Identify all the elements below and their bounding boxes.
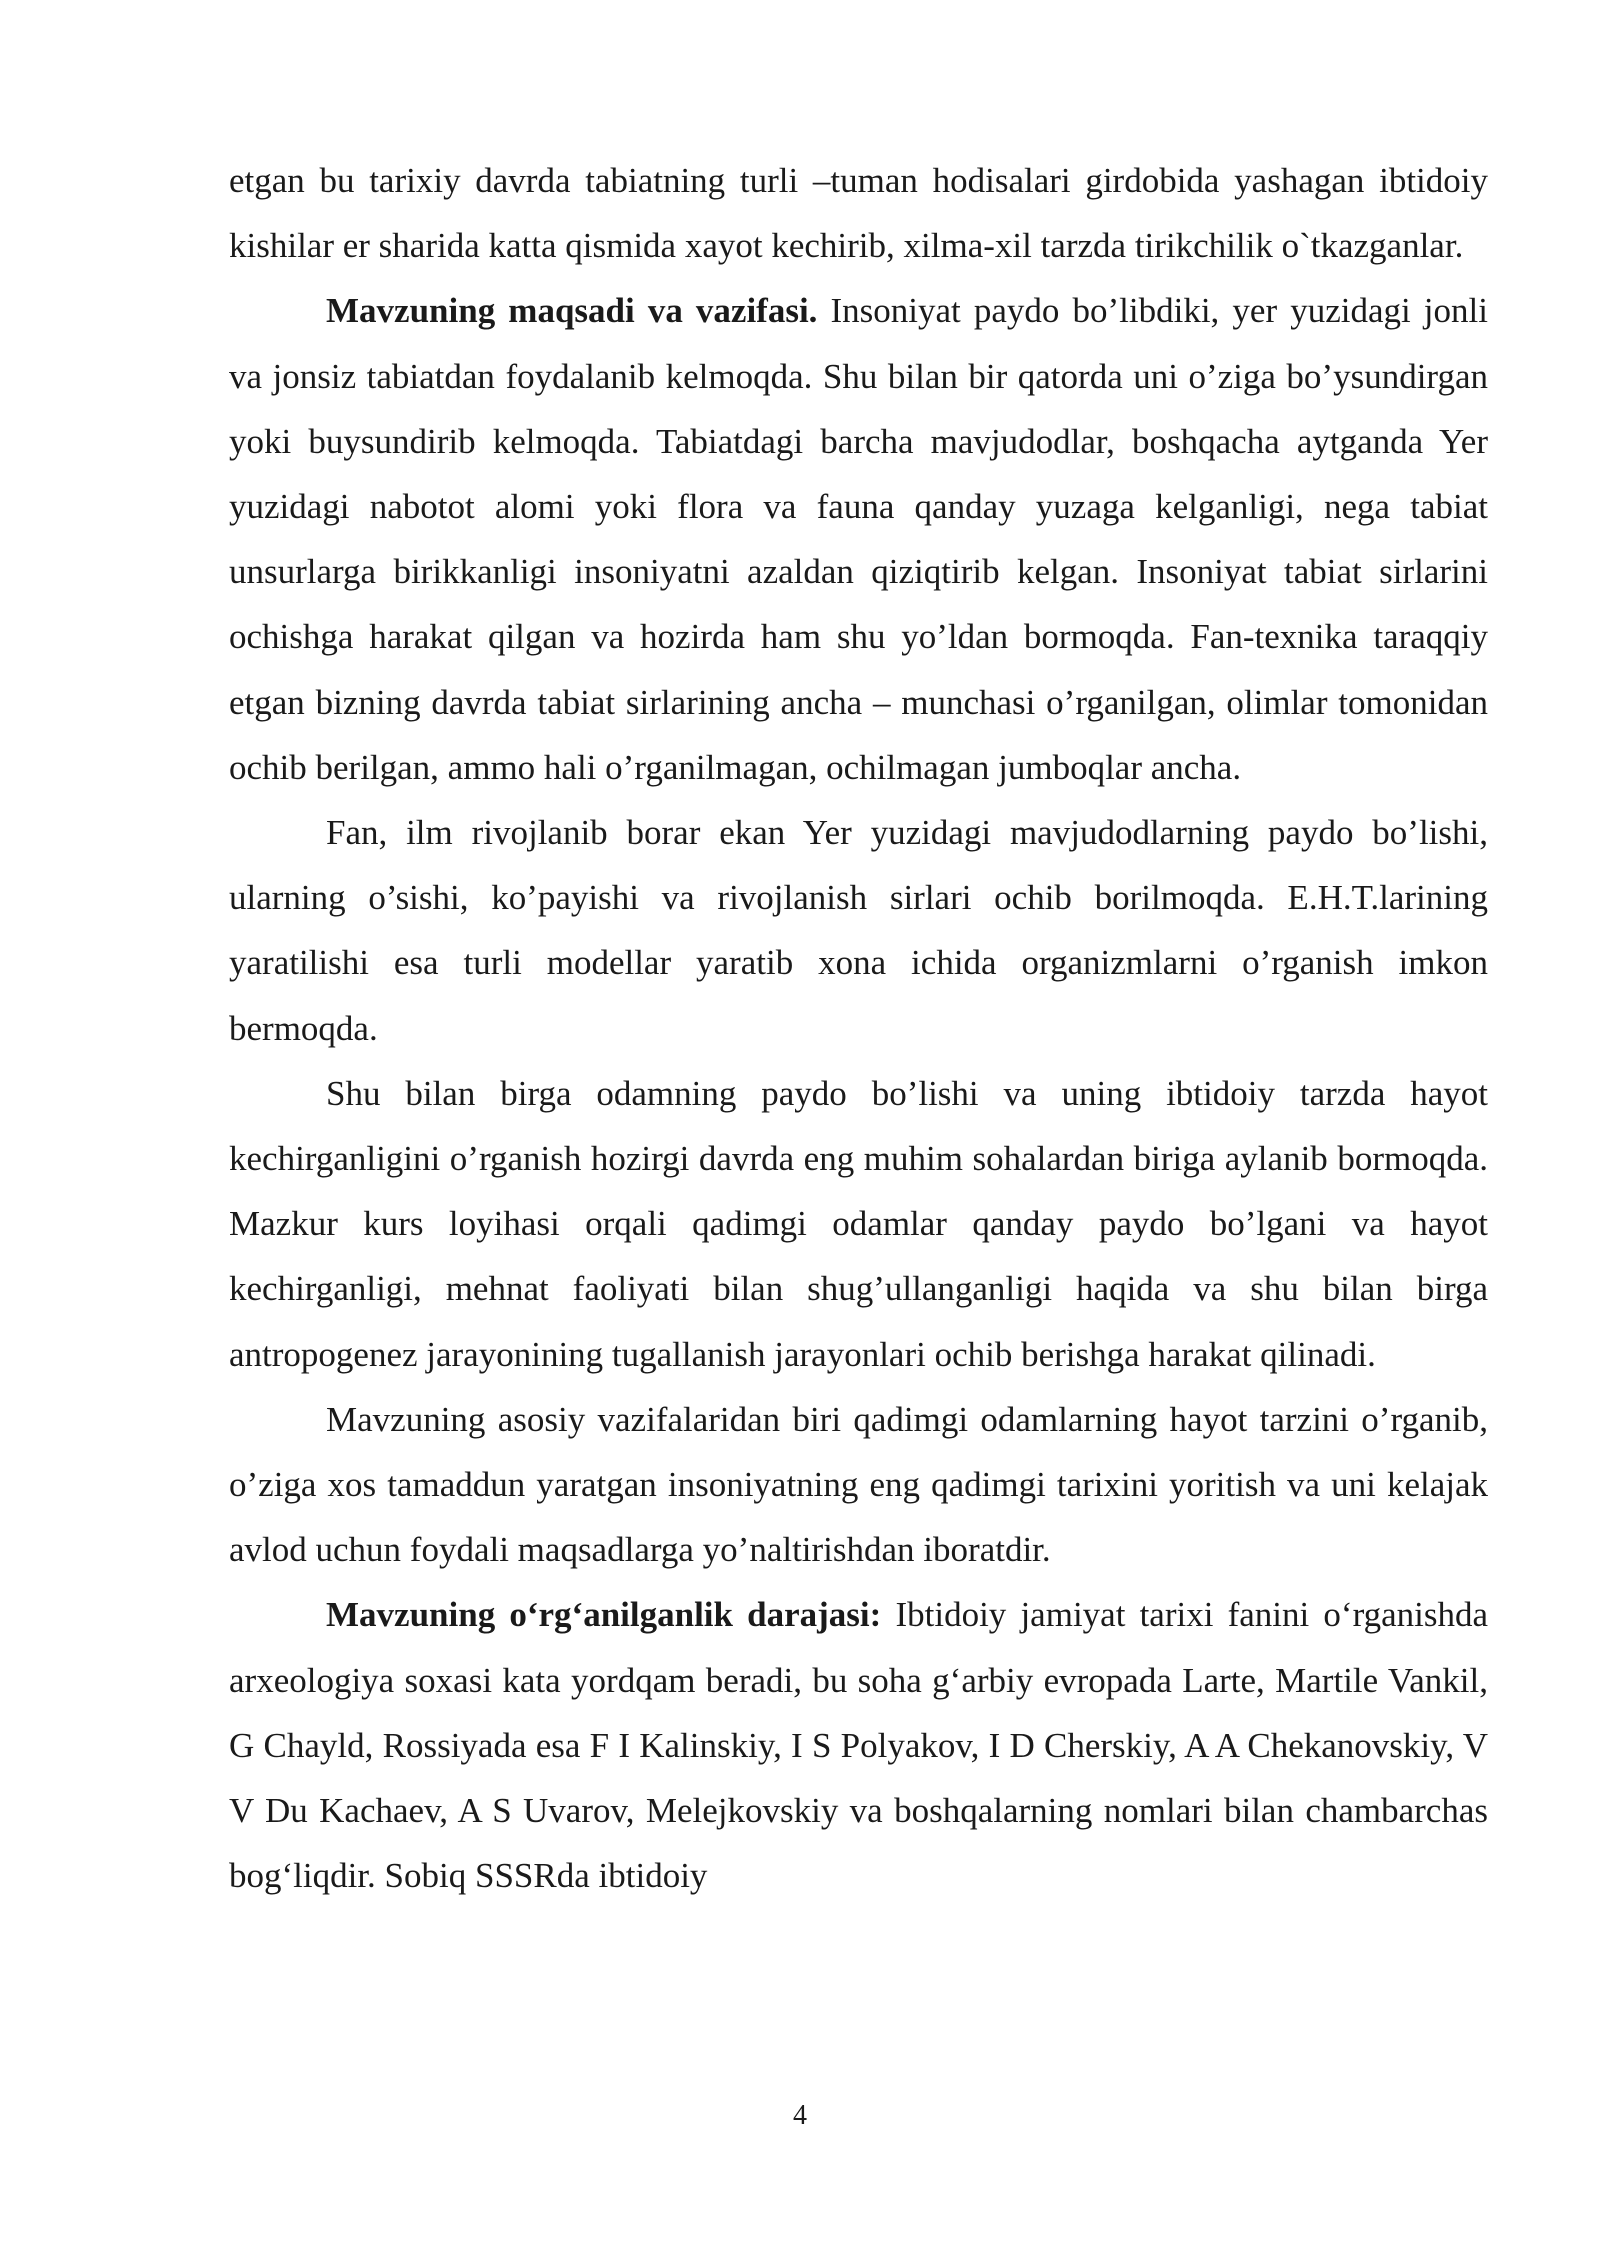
paragraph-science-development (229, 800, 1488, 1061)
paragraph-text: Fan, ilm rivojlanib borar ekan Yer yuzidagi mavjudodlarning paydo bo’lishi, ularning o’sishi, ko’payishi va rivojlanish sirlari ochib borilmoqda. E.H.T.larining yaratilishi esa turli modellar yaratib xona ichida organizmlarni o’rganish imkon bermoqda. (229, 813, 1488, 1048)
page-body-text (229, 148, 1488, 1908)
paragraph-text: Mavzuning asosiy vazifalaridan biri qadimgi odamlarning hayot tarzini o’rganib, o’ziga xos tamaddun yaratgan insoniyatning eng qadimgi tarixini yoritish va uni kelajak avlod uchun foydali maqsadlarga yo’naltirishdan iboratdir. (229, 1399, 1488, 1570)
paragraph-text: Ibtidoiy jamiyat tarixi fanini o‘rganishda arxeologiya soxasi kata yordqam beradi, bu soha g‘arbiy evropada Larte, Martile Vankil, G Chayld, Rossiyada esa F I Kalinskiy, I S Polyakov, I D Cherskiy, A A Chekanovskiy, V V Du Kachaev, A S Uvarov, Melejkovskiy va boshqalarning nomlari bilan chambarchas bog‘liqdir. Sobiq SSSRda ibtidoiy (229, 1595, 1489, 1896)
paragraph-text: Insoniyat paydo bo’libdiki, yer yuzidagi jonli va jonsiz tabiatdan foydalanib kelmoqda. Shu bilan bir qatorda uni o’ziga bo’ysundirgan yoki buysundirib kelmoqda. Tabiatdagi barcha mavjudodlar, boshqacha aytganda Yer yuzidagi nabotot alomi yoki flora va fauna qanday yuzaga kelganligi, nega tabiat unsurlarga birikkanligi insoniyatni azaldan qiziqtirib kelgan. Insoniyat tabiat sirlarini ochishga harakat qilgan va hozirda ham shu yo’ldan bormoqda. Fan-texnika taraqqiy etgan bizning davrda tabiat sirlarining ancha – munchasi o’rganilgan, olimlar tomonidan ochib berilgan, ammo hali o’rganilmagan, ochilmagan jumboqlar ancha. (229, 291, 1488, 787)
paragraph-main-task (229, 1387, 1488, 1583)
paragraph-continuation (229, 148, 1488, 278)
paragraph-topic-goal (229, 278, 1488, 800)
section-heading-goal: Mavzuning maqsadi va vazifasi. (326, 291, 818, 331)
section-heading-study-level: Mavzuning o‘rg‘anilganlik darajasi: (326, 1595, 882, 1635)
page-number: 4 (793, 2100, 807, 2131)
paragraph-human-origin (229, 1061, 1488, 1387)
paragraph-text: etgan bu tarixiy davrda tabiatning turli –tuman hodisalari girdobida yashagan ibtidoiy kishilar er sharida katta qismida xayot kechirib, xilma-xil tarzda tirikchilik o`tkazganlar. (229, 161, 1488, 266)
paragraph-text: Shu bilan birga odamning paydo bo’lishi va uning ibtidoiy tarzda hayot kechirganligini o’rganish hozirgi davrda eng muhim sohalardan biriga aylanib bormoqda. Mazkur kurs loyihasi orqali qadimgi odamlar qanday paydo bo’lgani va hayot kechirganligi, mehnat faoliyati bilan shug’ullanganligi haqida va shu bilan birga antropogenez jarayonining tugallanish jarayonlari ochib berishga harakat qilinadi. (229, 1073, 1488, 1374)
paragraph-study-level (229, 1582, 1488, 1908)
